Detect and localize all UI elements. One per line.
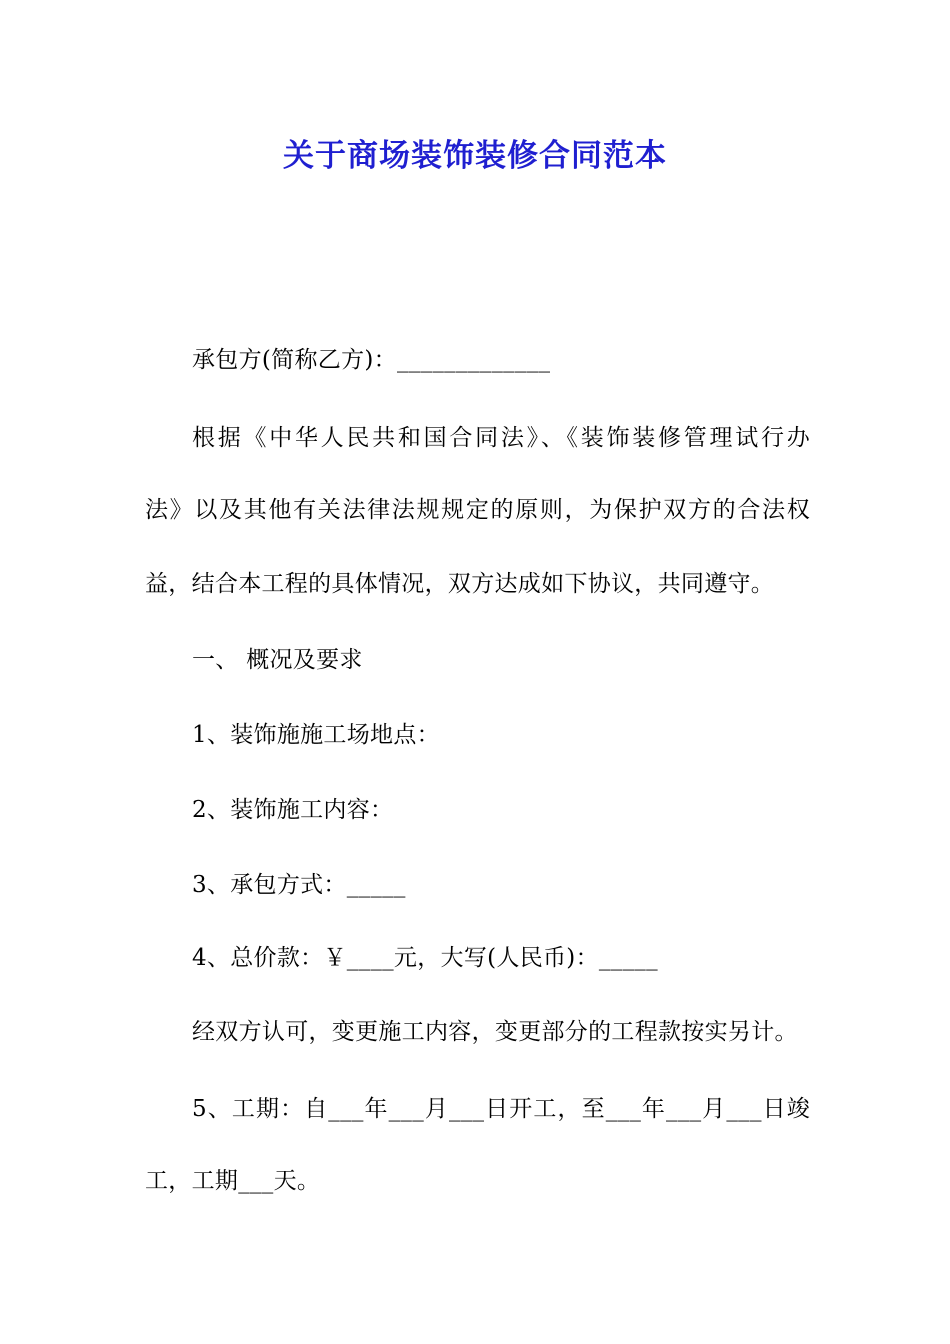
preamble-line-2: 法》以及其他有关法律法规规定的原则，为保护双方的合法权 [145,497,810,523]
preamble-line-1: 根据《中华人民共和国合同法》、《装饰装修管理试行办 [192,425,810,451]
item-3: 3、承包方式：_____ [192,872,406,898]
item-5-line-1: 5、工期：自___年___月___日开工，至___年___月___日竣 [192,1096,810,1122]
section-heading-1: 一、 概况及要求 [192,647,363,673]
contractor-label: 承包方(简称乙方)： [192,347,397,373]
document-title: 关于商场装饰装修合同范本 [283,138,667,174]
preamble-line-3: 益，结合本工程的具体情况，双方达成如下协议，共同遵守。 [145,571,775,597]
item-5-line-2: 工，工期___天。 [145,1168,321,1194]
item-1: 1、装饰施施工场地点： [192,722,440,748]
item-2: 2、装饰施工内容： [192,797,394,823]
change-note: 经双方认可，变更施工内容，变更部分的工程款按实另计。 [192,1019,798,1045]
item-4: 4、总价款：￥____元，大写(人民币)：_____ [192,945,658,971]
contractor-blank: _____________ [396,347,551,373]
contractor-line [192,345,857,375]
